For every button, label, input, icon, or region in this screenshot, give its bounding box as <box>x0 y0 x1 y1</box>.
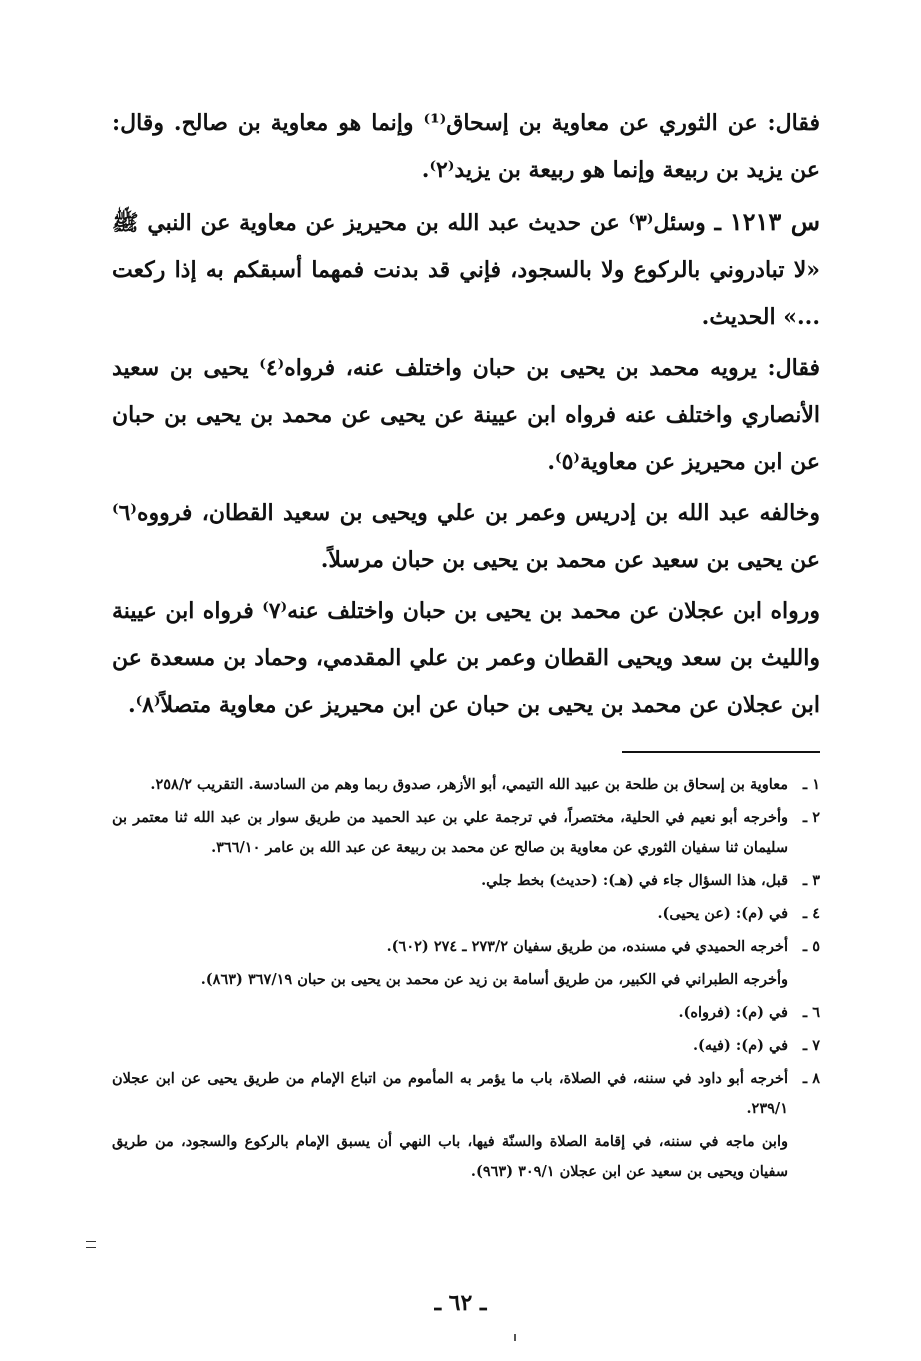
footnote-number: ٢ ـ <box>802 809 820 826</box>
paragraph-4: وخالفه عبد الله بن إدريس وعمر بن علي ويحيى بن سعيد القطان، فرووه⁽٦⁾ عن يحيى بن سعيد عن محمد بن يحيى بن حبان مرسلاً. <box>112 500 820 573</box>
footnote-5-continuation: وأخرجه الطبراني في الكبير، من طريق أسامة بن زيد عن محمد بن يحيى بن حبان ٣٦٧/١٩ (٨٦٣). <box>200 971 788 988</box>
footnote-8 <box>112 1064 820 1124</box>
footnote-1 <box>112 770 820 800</box>
bottom-tick-mark <box>514 1334 516 1341</box>
footnote-text: في (م): (فيه). <box>692 1037 788 1054</box>
question-number: س ١٢١٣ <box>729 207 820 236</box>
paragraph-3: فقال: يرويه محمد بن يحيى بن حبان واختلف عنه، فرواه⁽٤⁾ يحيى بن سعيد الأنصاري واختلف عنه فرواه ابن عيينة عن يحيى عن محمد بن يحيى بن حبان عن ابن محيريز عن معاوية⁽٥⁾. <box>112 355 820 475</box>
footnote-text: أخرجه الحميدي في مسنده، من طريق سفيان ٢٧٣/٢ ـ ٢٧٤ (٦٠٢). <box>386 938 788 955</box>
footnote-number: ١ ـ <box>802 776 820 793</box>
main-text-block <box>112 100 820 729</box>
footnote-text: في (م): (فرواه). <box>678 1004 788 1021</box>
question-paragraph <box>112 198 820 341</box>
footnote-text: في (م): (عن يحيى). <box>657 905 788 922</box>
footnote-number: ٥ ـ <box>802 938 820 955</box>
footnote-number: ٨ ـ <box>802 1070 820 1087</box>
footnote-7 <box>112 1031 820 1061</box>
footnote-number: ٣ ـ <box>802 872 820 889</box>
footnote-number: ٤ ـ <box>802 905 820 922</box>
question-text: ـ وسئل⁽٣⁾ عن حديث عبد الله بن محيريز عن معاوية عن النبي ﷺ «لا تبادروني بالركوع ولا بالسجود، فإني قد بدنت فمهما أسبقكم به إذا ركعت ...» الحديث. <box>112 210 820 330</box>
footnote-number: ٦ ـ <box>802 1004 820 1021</box>
footnote-3 <box>112 866 820 896</box>
footnote-text: معاوية بن إسحاق بن طلحة بن عبيد الله التيمي، أبو الأزهر، صدوق ربما وهم من السادسة. التقريب ٢٥٨/٢. <box>150 776 788 793</box>
footnote-text: أخرجه أبو داود في سننه، في الصلاة، باب ما يؤمر به المأموم من اتباع الإمام من طريق يحيى عن ابن عجلان ٢٣٩/١. <box>112 1070 788 1117</box>
footnote-number: ٧ ـ <box>802 1037 820 1054</box>
footnote-4 <box>112 899 820 929</box>
footnote-divider <box>622 751 820 753</box>
footnote-text: وأخرجه أبو نعيم في الحلية، مختصراً، في ترجمة علي بن عبد الحميد من طريق سوار بن عبد الله ثنا معتمر بن سليمان ثنا سفيان الثوري عن معاوية بن صالح عن محمد بن ربيعة عن عبد الله بن عامر ٣٦٦/١٠. <box>112 809 788 856</box>
paragraph-5: ورواه ابن عجلان عن محمد بن يحيى بن حبان واختلف عنه⁽٧⁾ فرواه ابن عيينة والليث بن سعد ويحيى القطان وعمر بن علي المقدمي، وحماد بن مسعدة عن ابن عجلان عن محمد بن يحيى بن حبان عن ابن محيريز عن معاوية متصلاً⁽٨⁾. <box>112 598 820 718</box>
paragraph-1: فقال: عن الثوري عن معاوية بن إسحاق⁽¹⁾ وإنما هو معاوية بن صالح. وقال: عن يزيد بن ربيعة وإنما هو ربيعة بن يزيد⁽٢⁾. <box>112 110 820 183</box>
margin-mark <box>86 1241 96 1248</box>
page-number: ـ ٦٢ ـ <box>434 1290 487 1316</box>
footnote-5 <box>112 932 820 962</box>
footnote-6 <box>112 998 820 1028</box>
footnote-text: قبل، هذا السؤال جاء في (هـ): (حديث) بخط جلي. <box>481 872 788 889</box>
footnote-8-continuation: وابن ماجه في سننه، في إقامة الصلاة والسنّة فيها، باب النهي أن يسبق الإمام بالركوع والسجود، من طريق سفيان ويحيى بن سعيد عن ابن عجلان ٣٠٩/١ (٩٦٣). <box>112 1133 788 1180</box>
footnote-2 <box>112 803 820 863</box>
footnotes-section <box>112 770 820 1190</box>
